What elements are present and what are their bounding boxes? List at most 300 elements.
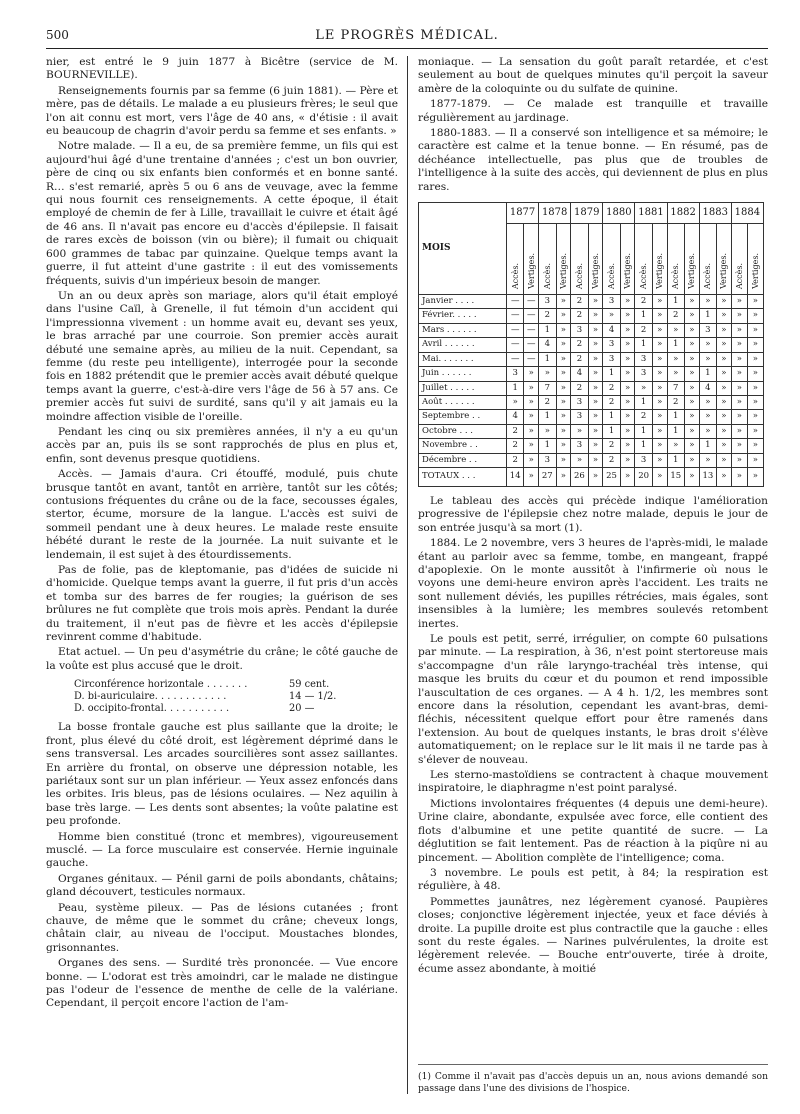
table-cell: » [667, 439, 684, 453]
table-cell: » [556, 424, 571, 438]
table-cell: 1 [635, 309, 652, 323]
table-cell: » [684, 381, 699, 395]
table-cell: » [652, 338, 667, 352]
acces-header [507, 224, 524, 295]
table-cell: » [524, 395, 539, 409]
table-cell: 2 [667, 309, 684, 323]
table-cell: 2 [635, 323, 652, 337]
acces-header [667, 224, 684, 295]
total-cell: » [747, 467, 763, 486]
sub-header-label: Accès. [542, 262, 552, 289]
table-cell: » [747, 453, 763, 467]
table-cell: 1 [603, 424, 620, 438]
table-cell: » [588, 323, 603, 337]
table-cell: 3 [571, 439, 588, 453]
table-cell: » [620, 295, 635, 309]
total-cell: » [731, 467, 747, 486]
vertiges-header [556, 224, 571, 295]
table-cell: 3 [635, 367, 652, 381]
measurement-value: 59 cent. [289, 679, 330, 691]
table-cell: » [524, 439, 539, 453]
table-cell: 3 [571, 410, 588, 424]
table-cell: 1 [539, 352, 556, 366]
table-cell: » [652, 367, 667, 381]
vertiges-header [588, 224, 603, 295]
table-cell: — [524, 352, 539, 366]
table-cell: » [524, 367, 539, 381]
table-cell: » [747, 410, 763, 424]
columns [46, 56, 768, 1094]
table-row [419, 381, 764, 395]
paragraph: Accès. — Jamais d'aura. Cri étouffé, modulé, puis chute brusque tantôt en avant, tantôt en arrière, tantôt sur les côtés; contusions fréquentes du crâne ou de la face, secousses égales, stertor, écume, morsure de la langue. L'accès est suivi de sommeil pendant une à deux heures. Le malade reste ensuite hébété durant le reste de la journée. La nuit suivante et le lendemain, il est sujet à des étourdissements. [46, 468, 398, 561]
table-cell: » [699, 424, 716, 438]
table-cell: 1 [667, 338, 684, 352]
table-cell: » [588, 295, 603, 309]
table-cell: 3 [571, 323, 588, 337]
table-cell: » [747, 381, 763, 395]
paragraph: Etat actuel. — Un peu d'asymétrie du crâne; le côté gauche de la voûte est plus accusé que le droit. [46, 646, 398, 672]
table-cell: » [524, 424, 539, 438]
table-cell: » [684, 439, 699, 453]
table-cell: 1 [699, 309, 716, 323]
table-cell: » [731, 424, 747, 438]
year-header: 1881 [635, 203, 667, 224]
page-number: 500 [46, 28, 69, 42]
right-column [418, 56, 768, 1094]
paragraph: 3 novembre. Le pouls est petit, à 84; la respiration est régulière, à 48. [418, 866, 768, 893]
table-cell: 2 [603, 439, 620, 453]
total-cell: 14 [507, 467, 524, 486]
table-cell: 3 [603, 338, 620, 352]
table-cell: 2 [635, 295, 652, 309]
acces-header [539, 224, 556, 295]
paragraph: Le tableau des accès qui précède indique l'amélioration progressive de l'épilepsie chez notre malade, depuis le jour de son entrée jusqu'à sa mort (1). [418, 494, 768, 534]
table-row [419, 439, 764, 453]
column-divider [407, 56, 408, 1094]
paragraph: Renseignements fournis par sa femme (6 juin 1881). — Père et mère, pas de détails. Le malade a eu plusieurs frères; le seul que l'on ait connu est mort, vers l'âge de 40 ans, « d'étisie : il avait eu beaucoup de chagrin d'avoir perdu sa femme et ses enfants. » [46, 84, 398, 138]
total-cell: » [652, 467, 667, 486]
table-cell: » [684, 395, 699, 409]
paragraph: Le pouls est petit, serré, irrégulier, on compte 60 pulsations par minute. — La respiration, à 36, n'est point stertoreuse mais s'accompagne d'un râle laryngo-trachéal très intense, qui masque les bruits du cœur et du poumon et rend impossible l'auscultation de ces organes. — A 4 h. 1/2, les membres sont encore dans la résolution, cependant les avant-bras, demi-fléchis, nécessitent quelque effort pour être ramenés dans l'extension. Au bout de quelques instants, le bras droit s'élève automatiquement; on le replace sur le lit mais il ne tarde pas à s'élever de nouveau. [418, 633, 768, 766]
table-cell: » [652, 381, 667, 395]
sub-header-label: Accès. [574, 262, 584, 289]
table-cell: 2 [635, 410, 652, 424]
month-cell: Août . . . . . . [419, 395, 507, 409]
table-cell: 3 [699, 323, 716, 337]
sub-header-label: Accès. [639, 262, 649, 289]
table-cell: » [684, 323, 699, 337]
year-header: 1877 [507, 203, 539, 224]
total-cell: 20 [635, 467, 652, 486]
table-cell: 3 [635, 352, 652, 366]
year-header-row [419, 203, 764, 224]
table-cell: » [620, 424, 635, 438]
vertiges-header [684, 224, 699, 295]
table-cell: » [717, 395, 732, 409]
table-cell: » [717, 352, 732, 366]
table-cell: 2 [603, 395, 620, 409]
year-header: 1879 [571, 203, 603, 224]
table-cell: 7 [539, 381, 556, 395]
table-cell: 1 [635, 338, 652, 352]
table-cell: 2 [571, 338, 588, 352]
acces-header [731, 224, 747, 295]
measurement-value: 14 — 1/2. [289, 691, 337, 703]
total-cell: 15 [667, 467, 684, 486]
table-cell: » [556, 439, 571, 453]
table-cell: — [524, 309, 539, 323]
table-cell: » [684, 453, 699, 467]
sub-header-label: Accès. [734, 262, 744, 289]
table-cell: 1 [699, 439, 716, 453]
paragraph: 1884. Le 2 novembre, vers 3 heures de l'après-midi, le malade étant au parloir avec sa femme, tombe, en mangeant, frappé d'apoplexie. On le monte aussitôt à l'infirmerie où nous le voyons une demi-heure environ après l'accident. Les traits ne sont nullement déviés, les pupilles rétrécies, mais égales, sont insensibles à la lumière; les membres soulevés retombent inertes. [418, 537, 768, 630]
table-cell: » [699, 410, 716, 424]
table-cell: » [556, 410, 571, 424]
table-cell: 2 [603, 453, 620, 467]
table-cell: » [556, 309, 571, 323]
table-cell: 2 [507, 424, 524, 438]
month-cell: Février. . . . . [419, 309, 507, 323]
table-cell: — [524, 323, 539, 337]
table-row [419, 410, 764, 424]
paragraph: Un an ou deux après son mariage, alors qu'il était employé dans l'usine Caïl, à Grenelle, il fut témoin d'un accident qui l'impressionna vivement : un homme avait eu, devant ses yeux, le bras arraché par une courroie. Son premier accès aurait débuté une semaine après, au milieu de la nuit. Cependant, sa femme (du reste peu intelligente), interrogée pour la seconde fois en 1882 prétendit que le premier accès avait débuté quelque temps avant la guerre, c'est-à-dire vers l'âge de 56 à 57 ans. Ce premier accès fut suivi de surdité, sans qu'il y ait jamais eu la moindre affection visible de l'oreille. [46, 289, 398, 423]
table-cell: » [731, 439, 747, 453]
table-cell: » [620, 323, 635, 337]
table-cell: » [717, 338, 732, 352]
table-cell: 3 [539, 295, 556, 309]
table-cell: » [684, 352, 699, 366]
paragraph: 1880-1883. — Il a conservé son intelligence et sa mémoire; le caractère est calme et la tenue bonne. — En résumé, pas de déchéance intellectuelle, pas plus que de troubles de l'intelligence à la suite des accès, qui deviennent de plus en plus rares. [418, 127, 768, 193]
paragraph: Pas de folie, pas de kleptomanie, pas d'idées de suicide ni d'homicide. Quelque temps avant la guerre, il fut pris d'un accès et tomba sur des barres de fer rougies; la guérison de ses brûlures ne fut complète que trois mois après. Pendant la durée du traitement, il n'eut pas de fièvre et les accès d'épilepsie revinrent comme d'habitude. [46, 564, 398, 644]
table-cell: » [699, 453, 716, 467]
table-row [419, 338, 764, 352]
table-cell: » [556, 295, 571, 309]
year-header: 1883 [699, 203, 731, 224]
table-cell: » [507, 395, 524, 409]
table-cell: » [731, 338, 747, 352]
table-cell: 4 [699, 381, 716, 395]
table-cell: » [717, 367, 732, 381]
table-cell: 4 [603, 323, 620, 337]
table-cell: » [588, 367, 603, 381]
table-cell: — [524, 295, 539, 309]
table-cell: » [717, 309, 732, 323]
month-cell: Septembre . . [419, 410, 507, 424]
vertiges-header [747, 224, 763, 295]
table-cell: » [747, 424, 763, 438]
table-cell: — [507, 309, 524, 323]
table-cell: » [539, 367, 556, 381]
table-cell: » [620, 453, 635, 467]
table-cell: » [731, 352, 747, 366]
table-cell: 1 [507, 381, 524, 395]
year-header: 1882 [667, 203, 699, 224]
paragraph: Pendant les cinq ou six premières années, il n'y a eu qu'un accès par an, puis ils se sont rapprochés de plus en plus et, enfin, sont devenus presque quotidiens. [46, 425, 398, 465]
table-cell: » [620, 309, 635, 323]
table-cell: » [556, 352, 571, 366]
table-cell: » [620, 367, 635, 381]
table-cell: » [747, 439, 763, 453]
table-cell: » [652, 410, 667, 424]
table-cell: » [652, 352, 667, 366]
table-cell: » [571, 453, 588, 467]
totals-row [419, 467, 764, 486]
table-cell: » [571, 424, 588, 438]
table-cell: » [652, 309, 667, 323]
month-cell: Janvier . . . . [419, 295, 507, 309]
month-cell: Avril . . . . . . [419, 338, 507, 352]
table-cell: » [588, 381, 603, 395]
left-column [46, 56, 398, 1094]
table-cell: » [731, 381, 747, 395]
table-cell: 4 [507, 410, 524, 424]
measurement-label: Circonférence horizontale . . . . . . . [74, 679, 248, 691]
vertiges-header [652, 224, 667, 295]
table-cell: » [620, 439, 635, 453]
table-cell: » [652, 295, 667, 309]
table-cell: » [717, 381, 732, 395]
table-row [419, 424, 764, 438]
table-row [419, 395, 764, 409]
table-cell: » [684, 424, 699, 438]
total-cell: » [717, 467, 732, 486]
table-cell: 3 [571, 395, 588, 409]
paragraph: Organes des sens. — Surdité très prononcée. — Vue encore bonne. — L'odorat est très amoindri, car le malade ne distingue pas l'odeur de l'essence de menthe de celle de la valériane. Cependant, il perçoit encore l'action de l'am- [46, 957, 398, 1010]
table-cell: » [699, 338, 716, 352]
table-cell: » [747, 338, 763, 352]
table-cell: » [652, 453, 667, 467]
sub-header-label: Accès. [671, 262, 681, 289]
table-cell: 3 [603, 352, 620, 366]
page-header [46, 24, 768, 49]
month-cell: Juillet . . . . . [419, 381, 507, 395]
table-row [419, 453, 764, 467]
table-cell: » [684, 338, 699, 352]
table-cell: 1 [635, 439, 652, 453]
table-cell: — [507, 295, 524, 309]
table-cell: » [588, 453, 603, 467]
table-cell: 1 [667, 453, 684, 467]
table-cell: 1 [539, 410, 556, 424]
table-cell: 2 [571, 352, 588, 366]
vertiges-header [524, 224, 539, 295]
total-cell: 13 [699, 467, 716, 486]
table-cell: » [539, 424, 556, 438]
table-cell: » [620, 338, 635, 352]
month-cell: Octobre . . . [419, 424, 507, 438]
table-cell: 3 [539, 453, 556, 467]
table-cell: » [588, 439, 603, 453]
vertiges-header [717, 224, 732, 295]
paragraph: nier, est entré le 9 juin 1877 à Bicêtre (service de M. BOURNEVILLE). [46, 56, 398, 82]
month-cell: Mars . . . . . . [419, 323, 507, 337]
sub-header-label: Vertiges. [719, 252, 729, 289]
month-cell: Juin . . . . . . [419, 367, 507, 381]
table-cell: » [699, 295, 716, 309]
table-cell: » [556, 453, 571, 467]
sub-header-label: Vertiges. [750, 252, 760, 289]
measurement-row [74, 679, 398, 691]
table-cell: » [524, 410, 539, 424]
table-cell: » [588, 410, 603, 424]
table-cell: 1 [699, 367, 716, 381]
table-cell: » [717, 439, 732, 453]
table-cell: 2 [539, 395, 556, 409]
total-cell: 26 [571, 467, 588, 486]
table-cell: 2 [507, 439, 524, 453]
table-cell: » [699, 352, 716, 366]
seizure-table [418, 202, 764, 487]
table-cell: » [588, 309, 603, 323]
sub-header-label: Vertiges. [623, 252, 633, 289]
table-cell: » [731, 323, 747, 337]
table-cell: — [507, 338, 524, 352]
table-cell: 3 [603, 295, 620, 309]
table-cell: » [667, 367, 684, 381]
total-cell: » [588, 467, 603, 486]
paragraph: La bosse frontale gauche est plus saillante que la droite; le front, plus élevé du côté droit, est légèrement déprimé dans le sens transversal. Les arcades sourcilières sont assez saillantes. En arrière du frontal, on observe une dépression notable, les pariétaux sont sur un plan inférieur. — Yeux assez enfoncés dans les orbites. Iris bleus, pas de lésions oculaires. — Nez aquilin à base très large. — Les dents sont absentes; la voûte palatine est peu profonde. [46, 721, 398, 828]
table-cell: » [620, 381, 635, 395]
table-cell: » [731, 410, 747, 424]
table-cell: » [652, 323, 667, 337]
table-cell: » [699, 395, 716, 409]
table-row [419, 352, 764, 366]
table-cell: 2 [571, 309, 588, 323]
month-cell: Décembre . . [419, 453, 507, 467]
year-header: 1878 [539, 203, 571, 224]
table-cell: » [684, 295, 699, 309]
table-cell: » [620, 395, 635, 409]
table-cell: 1 [539, 323, 556, 337]
table-cell: » [524, 453, 539, 467]
total-cell: » [684, 467, 699, 486]
table-cell: 2 [667, 395, 684, 409]
table-cell: » [717, 453, 732, 467]
table-cell: » [717, 323, 732, 337]
table-cell: » [652, 439, 667, 453]
table-cell: » [684, 367, 699, 381]
vertiges-header [620, 224, 635, 295]
month-cell: Mai. . . . . . . [419, 352, 507, 366]
total-cell: » [620, 467, 635, 486]
paragraph: Peau, système pileux. — Pas de lésions cutanées ; front chauve, de même que le sommet du crâne; cheveux longs, châtain clair, au niveau de l'occiput. Moustaches blondes, grisonnantes. [46, 901, 398, 954]
table-cell: 1 [603, 367, 620, 381]
total-cell: » [556, 467, 571, 486]
sub-header-label: Vertiges. [590, 252, 600, 289]
table-cell: » [731, 295, 747, 309]
table-cell: » [747, 323, 763, 337]
table-cell: » [731, 395, 747, 409]
table-cell: » [731, 453, 747, 467]
table-cell: » [652, 395, 667, 409]
measurement-label: D. occipito-frontal. . . . . . . . . . . [74, 703, 230, 715]
sub-header-label: Vertiges. [655, 252, 665, 289]
paragraph: Notre malade. — Il a eu, de sa première femme, un fils qui est aujourd'hui âgé d'une trentaine d'années ; c'est un bon ouvrier, père de cinq ou six enfants bien conformés et en bonne santé. R… s'est remarié, après 5 ou 6 ans de veuvage, avec la femme qui nous fournit ces renseignements. A cette époque, il était employé de chemin de fer à Lille, travaillait le cuivre et était âgé de 46 ans. Il n'avait pas encore eu d'accès d'épilepsie. Il faisait de rares excès de boisson (vin ou bière); il fumait ou chiquait 600 grammes de tabac par quinzaine. Quelque temps avant la guerre, il fut atteint d'une gastrite : il eut des vomissements fréquents, suivis d'un impérieux besoin de manger. [46, 140, 398, 287]
sub-header-label: Accès. [703, 262, 713, 289]
table-cell: » [556, 367, 571, 381]
measurement-row [74, 703, 398, 715]
sub-header-label: Vertiges. [526, 252, 536, 289]
table-cell: » [717, 424, 732, 438]
table-cell: 1 [603, 410, 620, 424]
paragraph: moniaque. — La sensation du goût paraît retardée, et c'est seulement au bout de quelques minutes qu'il perçoit la saveur amère de la coloquinte ou du sulfate de quinine. [418, 56, 768, 95]
table-cell: 1 [667, 410, 684, 424]
measurements [74, 679, 398, 715]
sub-header-label: Accès. [607, 262, 617, 289]
mois-header: MOIS [419, 203, 507, 295]
year-header: 1880 [603, 203, 635, 224]
table-cell: » [717, 410, 732, 424]
sub-header-label: Vertiges. [687, 252, 697, 289]
table-cell: » [556, 323, 571, 337]
table-cell: » [652, 424, 667, 438]
table-cell: » [556, 395, 571, 409]
sub-header-label: Accès. [510, 262, 520, 289]
table-cell: » [588, 338, 603, 352]
month-cell: Novembre . . [419, 439, 507, 453]
table-cell: » [747, 367, 763, 381]
table-cell: 4 [539, 338, 556, 352]
table-cell: » [620, 410, 635, 424]
table-cell: 2 [571, 381, 588, 395]
table-cell: 1 [635, 424, 652, 438]
table-cell: » [524, 381, 539, 395]
footnote: (1) Comme il n'avait pas d'accès depuis un an, nous avions demandé son passage dans l'une des divisions de l'hospice. [418, 1064, 768, 1094]
paragraph: Pommettes jaunâtres, nez légèrement cyanosé. Paupières closes; conjonctive légèrement injectée, yeux et face déviés à droite. La pupille droite est plus contractile que la gauche : elles sont du reste égales. — Narines pulvérulentes, la droite est légèrement relevée. — Bouche entr'ouverte, tirée à droite, écume assez abondante, à moitié [418, 895, 768, 975]
acces-header [571, 224, 588, 295]
table-cell: » [747, 395, 763, 409]
table-cell: 1 [667, 424, 684, 438]
paragraph: 1877-1879. — Ce malade est tranquille et travaille régulièrement au jardinage. [418, 98, 768, 124]
table-cell: — [507, 352, 524, 366]
table-cell: » [588, 395, 603, 409]
table-cell: » [556, 338, 571, 352]
measurement-label: D. bi-auriculaire. . . . . . . . . . . . [74, 691, 227, 703]
measurement-row [74, 691, 398, 703]
table-cell: 4 [571, 367, 588, 381]
table-cell: 1 [667, 295, 684, 309]
table-cell: — [507, 323, 524, 337]
table-cell: » [588, 424, 603, 438]
table-row [419, 323, 764, 337]
table-cell: 1 [539, 439, 556, 453]
table-row [419, 309, 764, 323]
table-cell: » [588, 352, 603, 366]
total-cell: » [524, 467, 539, 486]
journal-title: LE PROGRÈS MÉDICAL. [315, 28, 499, 43]
table-body [419, 295, 764, 487]
table-cell: 2 [539, 309, 556, 323]
table-cell: » [667, 352, 684, 366]
table-cell: » [556, 381, 571, 395]
acces-header [635, 224, 652, 295]
acces-header [699, 224, 716, 295]
table-cell: 2 [571, 295, 588, 309]
table-cell: » [731, 309, 747, 323]
table-cell: » [667, 323, 684, 337]
paragraph: Les sterno-mastoïdiens se contractent à chaque mouvement inspiratoire, le diaphragme n'est point paralysé. [418, 769, 768, 795]
table-cell: — [524, 338, 539, 352]
table-row [419, 295, 764, 309]
table-cell: » [717, 295, 732, 309]
acces-header [603, 224, 620, 295]
table-cell: » [620, 352, 635, 366]
table-cell: » [747, 295, 763, 309]
table-cell: 3 [635, 453, 652, 467]
table-cell: » [684, 410, 699, 424]
table-cell: » [635, 381, 652, 395]
table-cell: » [731, 367, 747, 381]
